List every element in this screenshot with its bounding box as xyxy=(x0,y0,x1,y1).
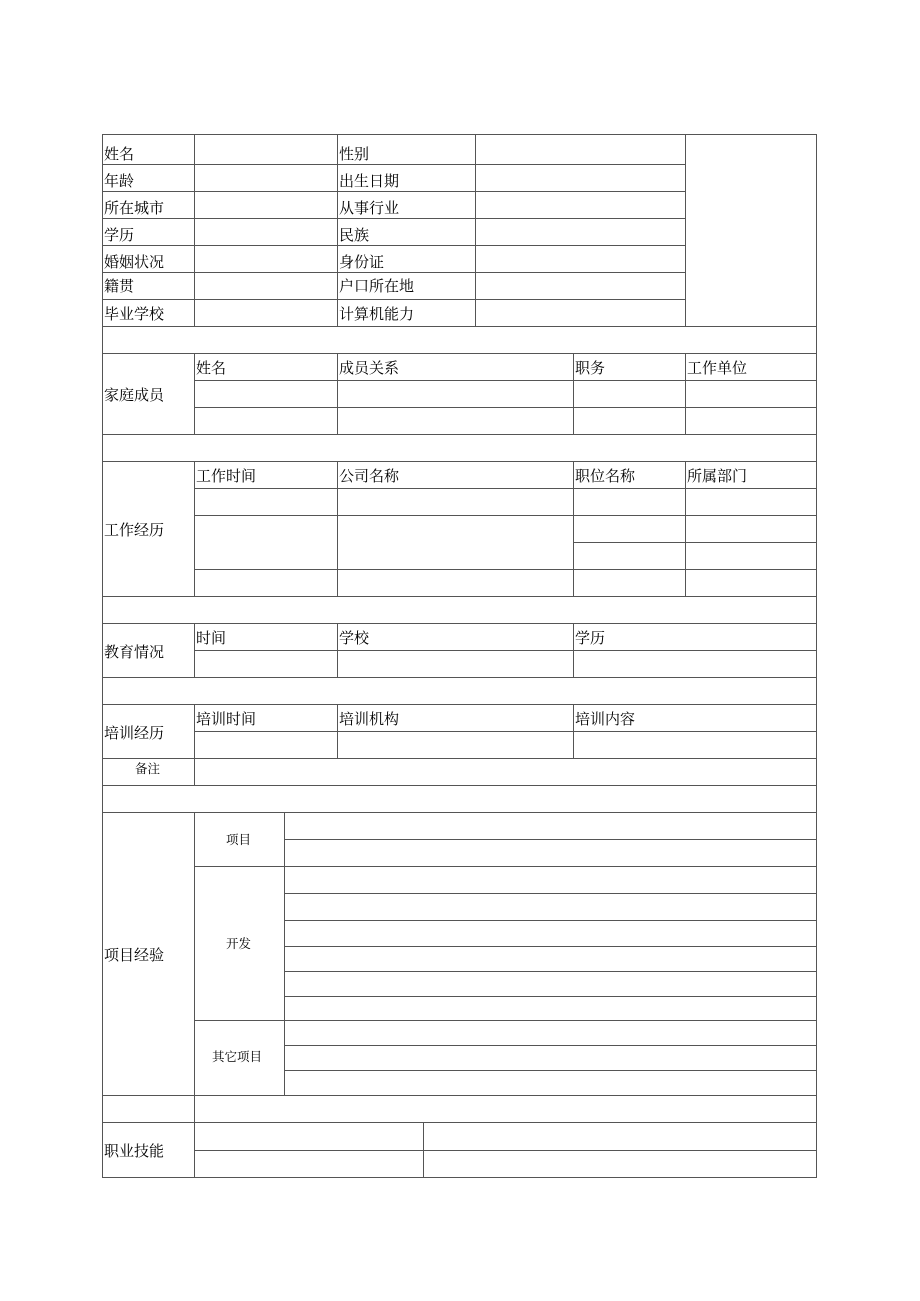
grid-line xyxy=(194,704,195,786)
grid-line xyxy=(194,623,195,678)
grid-line xyxy=(102,1122,817,1123)
grid-line xyxy=(102,434,817,435)
work-col-company: 公司名称 xyxy=(339,467,400,485)
grid-line xyxy=(102,596,817,597)
grid-line xyxy=(102,134,103,1178)
skills-section-label: 职业技能 xyxy=(104,1142,165,1160)
grid-line xyxy=(102,1177,817,1178)
education-col-time: 时间 xyxy=(196,629,227,647)
grid-line xyxy=(194,380,817,381)
city-label: 所在城市 xyxy=(104,199,165,217)
hukou-label: 户口所在地 xyxy=(339,277,415,295)
grid-line xyxy=(102,164,685,165)
family-col-name: 姓名 xyxy=(196,359,227,377)
age-label: 年龄 xyxy=(104,172,135,190)
education-label: 学历 xyxy=(104,226,135,244)
grid-line xyxy=(573,461,574,597)
grid-line xyxy=(194,731,817,732)
grid-line xyxy=(337,134,338,327)
grid-line xyxy=(284,971,817,972)
grid-line xyxy=(194,1150,817,1151)
id-card-label: 身份证 xyxy=(339,253,385,271)
grid-line xyxy=(816,134,817,1178)
projects-sub-other: 其它项目 xyxy=(212,1049,263,1064)
work-col-period: 工作时间 xyxy=(196,467,257,485)
resume-form-table xyxy=(102,134,817,1178)
grid-line xyxy=(102,704,817,705)
grid-line xyxy=(194,650,817,651)
education-col-degree: 学历 xyxy=(575,629,606,647)
grid-line xyxy=(102,623,817,624)
grid-line xyxy=(337,704,338,759)
marital-status-label: 婚姻状况 xyxy=(104,253,165,271)
native-place-label: 籍贯 xyxy=(104,277,135,295)
ethnicity-label: 民族 xyxy=(339,226,370,244)
grid-line xyxy=(194,134,195,327)
grid-line xyxy=(194,569,817,570)
grid-line xyxy=(685,461,686,597)
grid-line xyxy=(102,134,817,135)
name-label: 姓名 xyxy=(104,145,135,163)
grid-line xyxy=(284,812,285,1096)
graduate-school-label: 毕业学校 xyxy=(104,305,165,323)
grid-line xyxy=(284,920,817,921)
projects-sub-project: 项目 xyxy=(226,832,252,847)
grid-line xyxy=(337,461,338,597)
grid-line xyxy=(194,488,817,489)
remarks-label: 备注 xyxy=(135,761,161,776)
training-col-time: 培训时间 xyxy=(196,710,257,728)
grid-line xyxy=(475,134,476,327)
grid-line xyxy=(194,353,195,435)
grid-line xyxy=(194,866,817,867)
training-col-content: 培训内容 xyxy=(575,710,636,728)
grid-line xyxy=(284,1045,817,1046)
grid-line xyxy=(284,996,817,997)
grid-line xyxy=(284,839,817,840)
grid-line xyxy=(102,812,817,813)
grid-line xyxy=(102,353,817,354)
gender-label: 性别 xyxy=(339,145,370,163)
grid-line xyxy=(685,353,686,435)
grid-line xyxy=(573,704,574,759)
grid-line xyxy=(102,1095,817,1096)
grid-line xyxy=(102,785,817,786)
grid-line xyxy=(284,1070,817,1071)
grid-line xyxy=(284,946,817,947)
grid-line xyxy=(194,407,817,408)
grid-line xyxy=(102,758,817,759)
grid-line xyxy=(194,515,817,516)
grid-line xyxy=(337,623,338,678)
family-col-employer: 工作单位 xyxy=(687,359,748,377)
grid-line xyxy=(194,1020,817,1021)
grid-line xyxy=(102,191,685,192)
education-col-school: 学校 xyxy=(339,629,370,647)
grid-line xyxy=(573,623,574,678)
grid-line xyxy=(284,893,817,894)
grid-line xyxy=(573,542,817,543)
grid-line xyxy=(102,461,817,462)
grid-line xyxy=(102,677,817,678)
work-col-department: 所属部门 xyxy=(687,467,748,485)
birth-date-label: 出生日期 xyxy=(339,172,400,190)
grid-line xyxy=(102,326,817,327)
projects-section-label: 项目经验 xyxy=(104,946,165,964)
grid-line xyxy=(102,245,685,246)
projects-sub-development: 开发 xyxy=(226,936,252,951)
training-section-label: 培训经历 xyxy=(104,724,165,742)
training-col-institution: 培训机构 xyxy=(339,710,400,728)
work-col-title: 职位名称 xyxy=(575,467,636,485)
grid-line xyxy=(573,353,574,435)
family-col-position: 职务 xyxy=(575,359,606,377)
family-col-relation: 成员关系 xyxy=(339,359,400,377)
industry-label: 从事行业 xyxy=(339,199,400,217)
grid-line xyxy=(102,272,685,273)
education-section-label: 教育情况 xyxy=(104,643,165,661)
grid-line xyxy=(685,134,686,327)
grid-line xyxy=(423,1122,424,1178)
grid-line xyxy=(194,461,195,597)
grid-line xyxy=(194,812,195,1096)
grid-line xyxy=(337,353,338,435)
grid-line xyxy=(194,1095,195,1178)
grid-line xyxy=(102,299,685,300)
grid-line xyxy=(102,218,685,219)
computer-skill-label: 计算机能力 xyxy=(339,305,415,323)
family-section-label: 家庭成员 xyxy=(104,386,165,404)
work-section-label: 工作经历 xyxy=(104,521,165,539)
